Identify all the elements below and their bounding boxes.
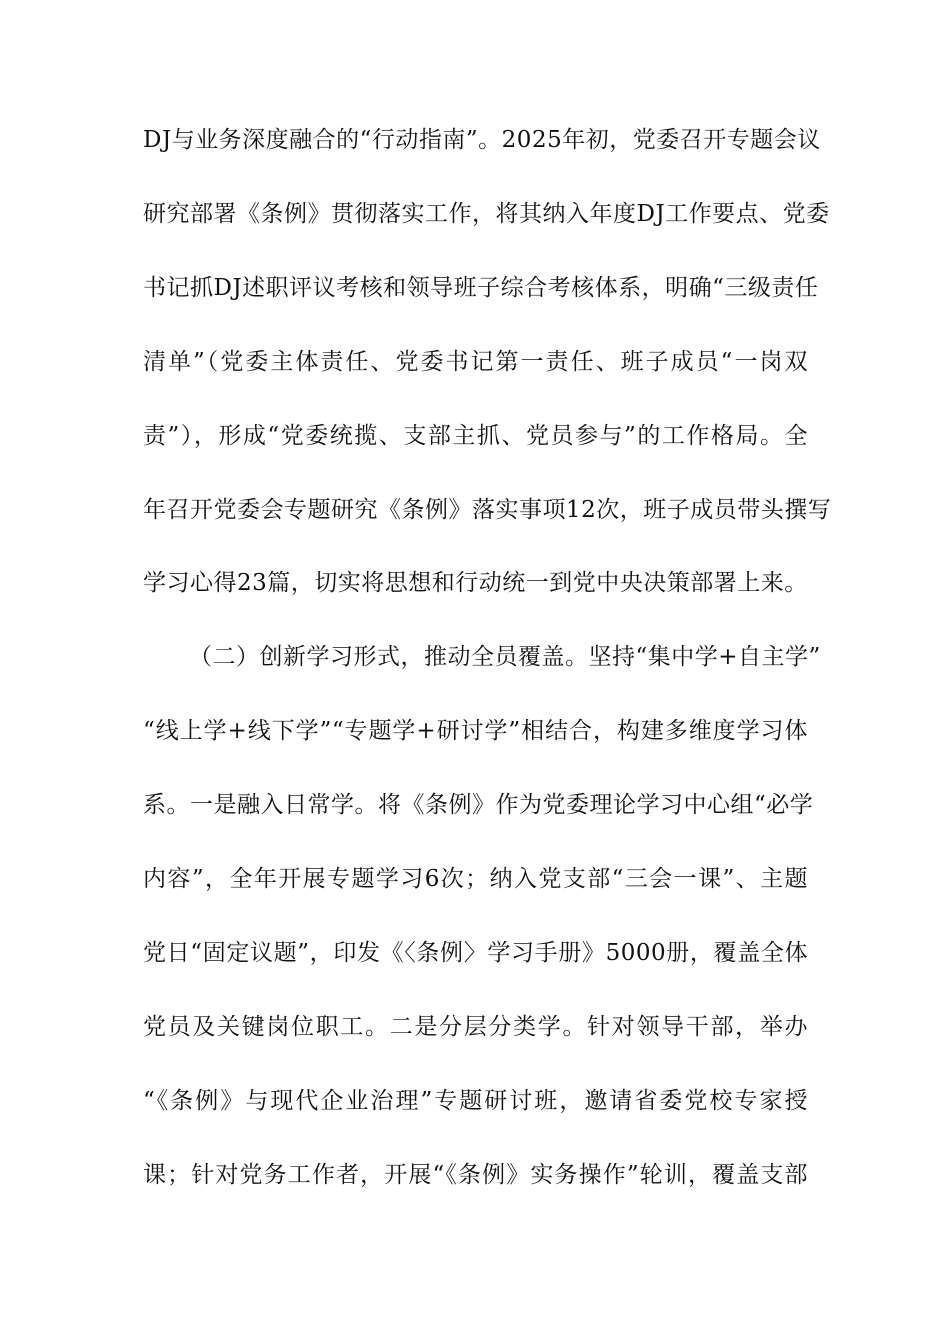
text-line-14: “《条例》与现代企业治理”专题研讨班，邀请省委党校专家授 [143,1088,808,1114]
text-line-2: 研究部署《条例》贯彻落实工作，将其纳入年度DJ工作要点、党委 [143,201,830,227]
text-line-5: 责”），形成“党委统揽、支部主抓、党员参与”的工作格局。全 [143,423,808,449]
text-line-15: 课；针对党务工作者，开展“《条例》实务操作”轮训，覆盖支部 [143,1162,808,1188]
text-line-13: 党员及关键岗位职工。二是分层分类学。针对领导干部，举办 [143,1014,808,1040]
text-line-8-paragraph-start: （二）创新学习形式，推动全员覆盖。坚持“集中学+自主学” [189,644,821,670]
text-line-9: “线上学+线下学”“专题学+研讨学”相结合，构建多维度学习体 [143,718,808,744]
text-line-7-paragraph-end: 学习心得23篇，切实将思想和行动统一到党中央决策部署上来。 [143,570,808,596]
text-line-11: 内容”，全年开展专题学习6次；纳入党支部“三会一课”、主题 [143,866,808,892]
text-line-3: 书记抓DJ述职评议考核和领导班子综合考核体系，明确“三级责任 [143,275,819,301]
text-line-1: DJ与业务深度融合的“行动指南”。2025年初，党委召开专题会议 [143,127,821,153]
text-line-12: 党日“固定议题”，印发《〈条例〉学习手册》5000册，覆盖全体 [143,940,808,966]
text-line-4: 清单”（党委主体责任、党委书记第一责任、班子成员“一岗双 [143,349,808,375]
text-line-6: 年召开党委会专题研究《条例》落实事项12次，班子成员带头撰写 [143,497,832,523]
text-line-10: 系。一是融入日常学。将《条例》作为党委理论学习中心组“必学 [143,792,814,818]
